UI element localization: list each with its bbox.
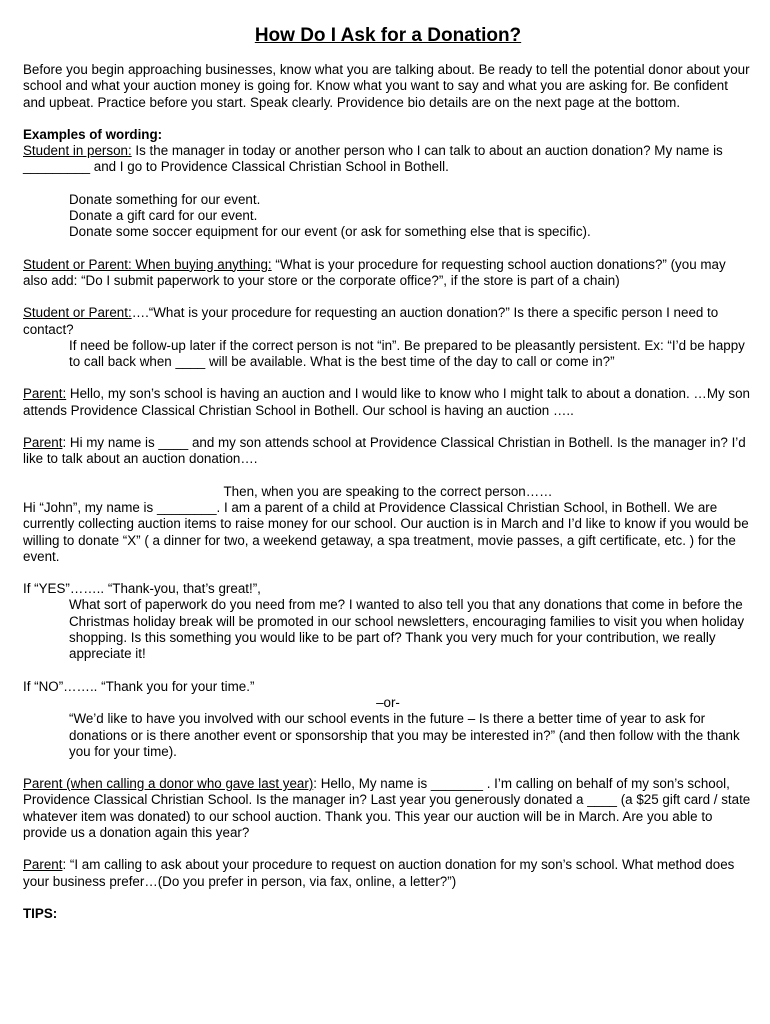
follow-up-paragraph: If need be follow-up later if the correct person is not “in”. Be prepared to be pleasantly persistent. Ex: “I’d be happy to call back when ____ will be available. What is the best time of the day to call or come in?” [69, 337, 745, 370]
donate-line: Donate some soccer equipment for our event (or ask for something else that is specific). [69, 224, 591, 240]
hi-john-paragraph: Hi “John”, my name is ________. I am a parent of a child at Providence Classical Christian School, in Bothell. We are currently collecting auction items to raise money for our school. Our auction is in March and I’d like to know if you would be willing to donate “X” ( a dinner for two, a weekend getaway, a spa treatment, movie passes, a gift certificate, etc. ) for the event. [23, 499, 749, 564]
tips-heading: TIPS: [23, 905, 58, 921]
student-or-parent-text: ….“What is your procedure for requesting an auction donation?” Is there a specific person I need to contact? [23, 305, 719, 337]
parent-hi-label: Parent [23, 435, 63, 451]
student-in-person-label: Student in person: [23, 143, 132, 159]
student-or-parent-buying-label: Student or Parent: When buying anything: [23, 256, 272, 272]
student-in-person-text: Is the manager in today or another person who I can talk to about an auction donation? My name is _________ and I go to Providence Classical Christian School in Bothell. [23, 143, 723, 175]
examples-section [23, 127, 753, 176]
student-or-parent-paragraph [23, 305, 753, 338]
then-line: Then, when you are speaking to the correct person…… [223, 483, 553, 499]
parent-procedure-text: : “I am calling to ask about your procedure to request on auction donation for my son’s school. What method does your business prefer…(Do you prefer in person, via fax, online, a letter?”) [23, 857, 735, 889]
document-page [23, 24, 753, 922]
or-separator: –or- [376, 694, 400, 710]
parent-hello-paragraph [23, 386, 753, 419]
parent-hi-text: : Hi my name is ____ and my son attends school at Providence Classical Christian in Bothell. Is the manager in? I’d like to talk about an auction donation…. [23, 435, 746, 467]
parent-hi-paragraph [23, 435, 753, 468]
parent-last-year-paragraph [23, 776, 753, 841]
no-response-paragraph: “We’d like to have you involved with our school events in the future – Is there a better time of year to ask for donations or is there another event or sponsorship that you may be interested in?” (and then follow with the thank you for your time). [69, 711, 740, 759]
donate-line: Donate something for our event. [69, 191, 261, 207]
intro-paragraph: Before you begin approaching businesses, know what you are talking about. Be ready to tell the potential donor about your school and what your auction money is going for. Know what you want to say and what you are asking for. Be confident and upbeat. Practice before you start. Speak clearly. Providence bio details are on the next page at the bottom. [23, 62, 750, 110]
page-title: How Do I Ask for a Donation? [254, 25, 522, 46]
student-or-parent-buying-paragraph [23, 257, 753, 290]
student-or-parent-buying-text: “What is your procedure for requesting school auction donations?” (you may also add: “Do I submit paperwork to your store or the corporate office?”, if the store is part of a chain) [23, 256, 726, 288]
parent-hello-text: Hello, my son’s school is having an auction and I would like to know who I might talk to about a donation. …My son attends Providence Classical Christian School in Bothell. Our school is having an auction ….. [23, 386, 750, 418]
parent-last-year-text: : Hello, My name is _______ . I’m calling on behalf of my son’s school, Providence Classical Christian School. Is the manager in? Last year you generously donated a ____ (a $25 gift card / state whatever item was donated) to our school auction. Thank you. This year our auction will be in March. Are you able to provide us a donation again this year? [23, 776, 751, 840]
examples-heading: Examples of wording: [23, 126, 163, 142]
no-line: If “NO”…….. “Thank you for your time.” [23, 678, 255, 694]
donate-line: Donate a gift card for our event. [69, 208, 258, 224]
parent-procedure-paragraph [23, 857, 753, 890]
yes-response-paragraph: What sort of paperwork do you need from me? I wanted to also tell you that any donations that come in before the Christmas holiday break will be promoted in our school newsletters, encouraging families to visit you when holiday shopping. Is this something you would like to be part of? Thank you very much for your contribution, we really appreciate it! [69, 597, 745, 662]
donate-list [23, 192, 753, 241]
parent-last-year-label: Parent (when calling a donor who gave last year) [23, 776, 314, 792]
parent-procedure-label: Parent [23, 857, 63, 873]
yes-line: If “YES”…….. “Thank-you, that’s great!”, [23, 581, 261, 597]
parent-hello-label: Parent: [23, 386, 67, 402]
student-in-person-paragraph [23, 143, 753, 176]
student-or-parent-label: Student or Parent: [23, 305, 132, 321]
